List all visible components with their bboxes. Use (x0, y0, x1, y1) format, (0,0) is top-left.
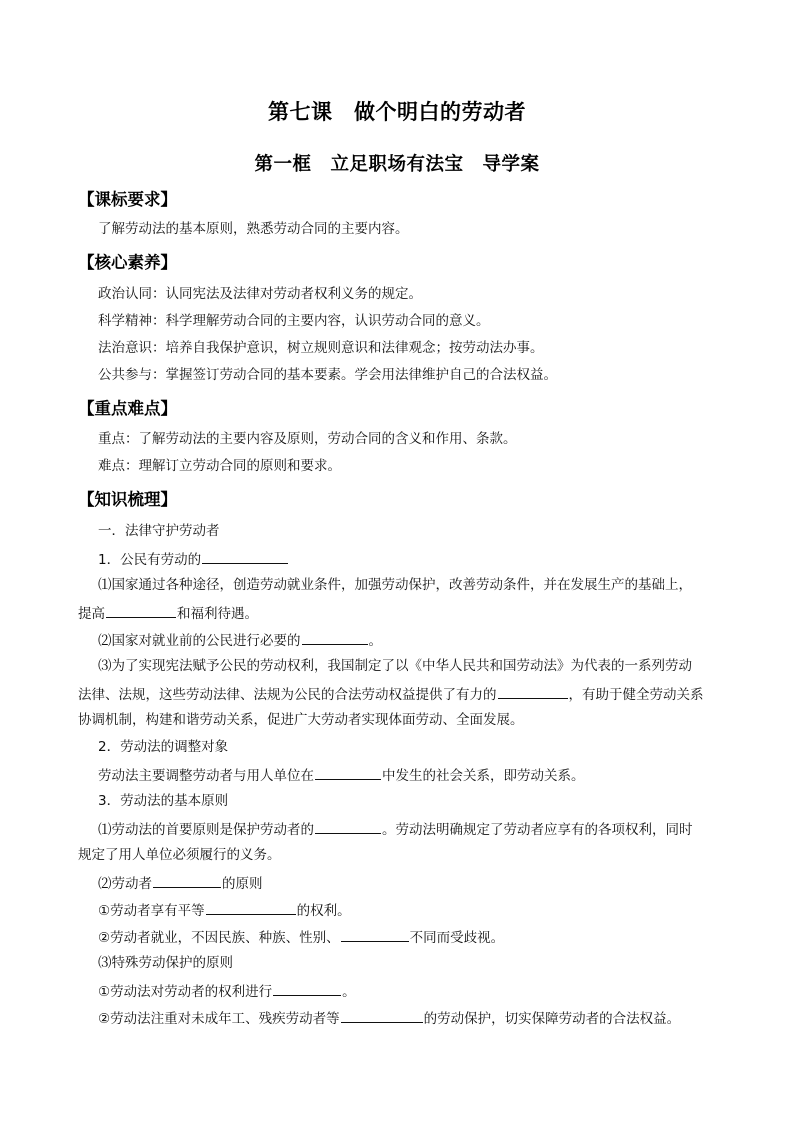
fill-blank[interactable] (106, 603, 176, 618)
heading-curriculum: 【课标要求】 (78, 190, 177, 209)
knowledge-line: 协调机制，构建和谐劳动关系，促进广大劳动者实现体面劳动、全面发展。 (78, 712, 524, 728)
fill-blank[interactable] (315, 819, 381, 834)
line-text: 提高 (78, 606, 105, 622)
line-text: 。劳动法明确规定了劳动者应享有的各项权利，同时 (382, 822, 693, 838)
knowledge-line: 一．法律守护劳动者 (98, 523, 220, 539)
knowledge-line: ⑴国家通过各种途径，创造劳动就业条件，加强劳动保护，改善劳动条件，并在发展生产的基础上， (98, 577, 692, 593)
literacy-line: 法治意识：培养自我保护意识，树立规则意识和法律观念；按劳动法办事。 (98, 340, 544, 356)
knowledge-line: 3．劳动法的基本原则 (98, 793, 229, 809)
knowledge-line (98, 927, 504, 947)
line-text: 的原则 (222, 876, 263, 892)
fill-blank[interactable] (498, 684, 568, 699)
fill-blank[interactable] (206, 900, 296, 915)
line-text: ①劳动者享有平等 (98, 903, 205, 919)
literacy-line: 公共参与：掌握签订劳动合同的基本要素。学会用法律维护自己的合法权益。 (98, 367, 557, 383)
line-text: ①劳动法对劳动者的权利进行 (98, 984, 273, 1000)
knowledge-line: ⑶为了实现宪法赋予公民的劳动权利，我国制定了以《中华人民共和国劳动法》为代表的一系列劳动 (98, 658, 692, 674)
knowledge-line: 2．劳动法的调整对象 (98, 739, 229, 755)
heading-literacy: 【核心素养】 (78, 253, 177, 272)
literacy-line: 政治认同：认同宪法及法律对劳动者权利义务的规定。 (98, 286, 422, 302)
knowledge-line (98, 819, 693, 839)
line-text: ②劳动法注重对未成年工、残疾劳动者等 (98, 1011, 340, 1027)
line-text: 。 (342, 984, 356, 1000)
line-text: 和福利待遇。 (177, 606, 258, 622)
literacy-line: 科学精神：科学理解劳动合同的主要内容，认识劳动合同的意义。 (98, 313, 490, 329)
line-text: 1．公民有劳动的 (98, 552, 202, 568)
lesson-title: 第七课 做个明白的劳动者 (268, 99, 526, 124)
key-point-line: 难点：理解订立劳动合同的原则和要求。 (98, 458, 341, 474)
line-text: ，有助于健全劳动关系 (568, 687, 704, 703)
fill-blank[interactable] (315, 765, 381, 780)
line-text: 中发生的社会关系，即劳动关系。 (382, 768, 585, 784)
key-point-line: 重点：了解劳动法的主要内容及原则，劳动合同的含义和作用、条款。 (98, 431, 517, 447)
knowledge-line (98, 1008, 680, 1028)
knowledge-line (98, 549, 289, 569)
knowledge-line (98, 873, 263, 893)
fill-blank[interactable] (202, 549, 288, 564)
knowledge-line (78, 603, 258, 623)
line-text: 不同而受歧视。 (409, 930, 505, 946)
line-text: 劳动法主要调整劳动者与用人单位在 (98, 768, 314, 784)
line-text: 法律、法规，这些劳动法律、法规为公民的合法劳动权益提供了有力的 (78, 687, 497, 703)
knowledge-line (98, 981, 356, 1001)
knowledge-line (98, 765, 585, 785)
line-text: ⑵劳动者 (98, 876, 152, 892)
knowledge-line: ⑶特殊劳动保护的原则 (98, 955, 233, 971)
curriculum-line: 了解劳动法的基本原则，熟悉劳动合同的主要内容。 (98, 221, 409, 237)
fill-blank[interactable] (302, 630, 368, 645)
knowledge-line (78, 684, 704, 704)
knowledge-line: 规定了用人单位必须履行的义务。 (78, 847, 281, 863)
knowledge-line (98, 630, 382, 650)
line-text: ②劳动者就业，不因民族、种族、性别、 (98, 930, 340, 946)
fill-blank[interactable] (341, 1008, 423, 1023)
line-text: ⑵国家对就业前的公民进行必要的 (98, 633, 301, 649)
heading-knowledge: 【知识梳理】 (78, 490, 177, 509)
line-text: 的劳动保护，切实保障劳动者的合法权益。 (423, 1011, 681, 1027)
fill-blank[interactable] (273, 981, 341, 996)
line-text: ⑴劳动法的首要原则是保护劳动者的 (98, 822, 314, 838)
heading-key-points: 【重点难点】 (78, 399, 177, 418)
lesson-subtitle: 第一框 立足职场有法宝 导学案 (254, 154, 540, 175)
line-text: 。 (368, 633, 382, 649)
line-text: 的权利。 (296, 903, 351, 919)
fill-blank[interactable] (153, 873, 221, 888)
fill-blank[interactable] (341, 927, 409, 942)
knowledge-line (98, 900, 351, 920)
